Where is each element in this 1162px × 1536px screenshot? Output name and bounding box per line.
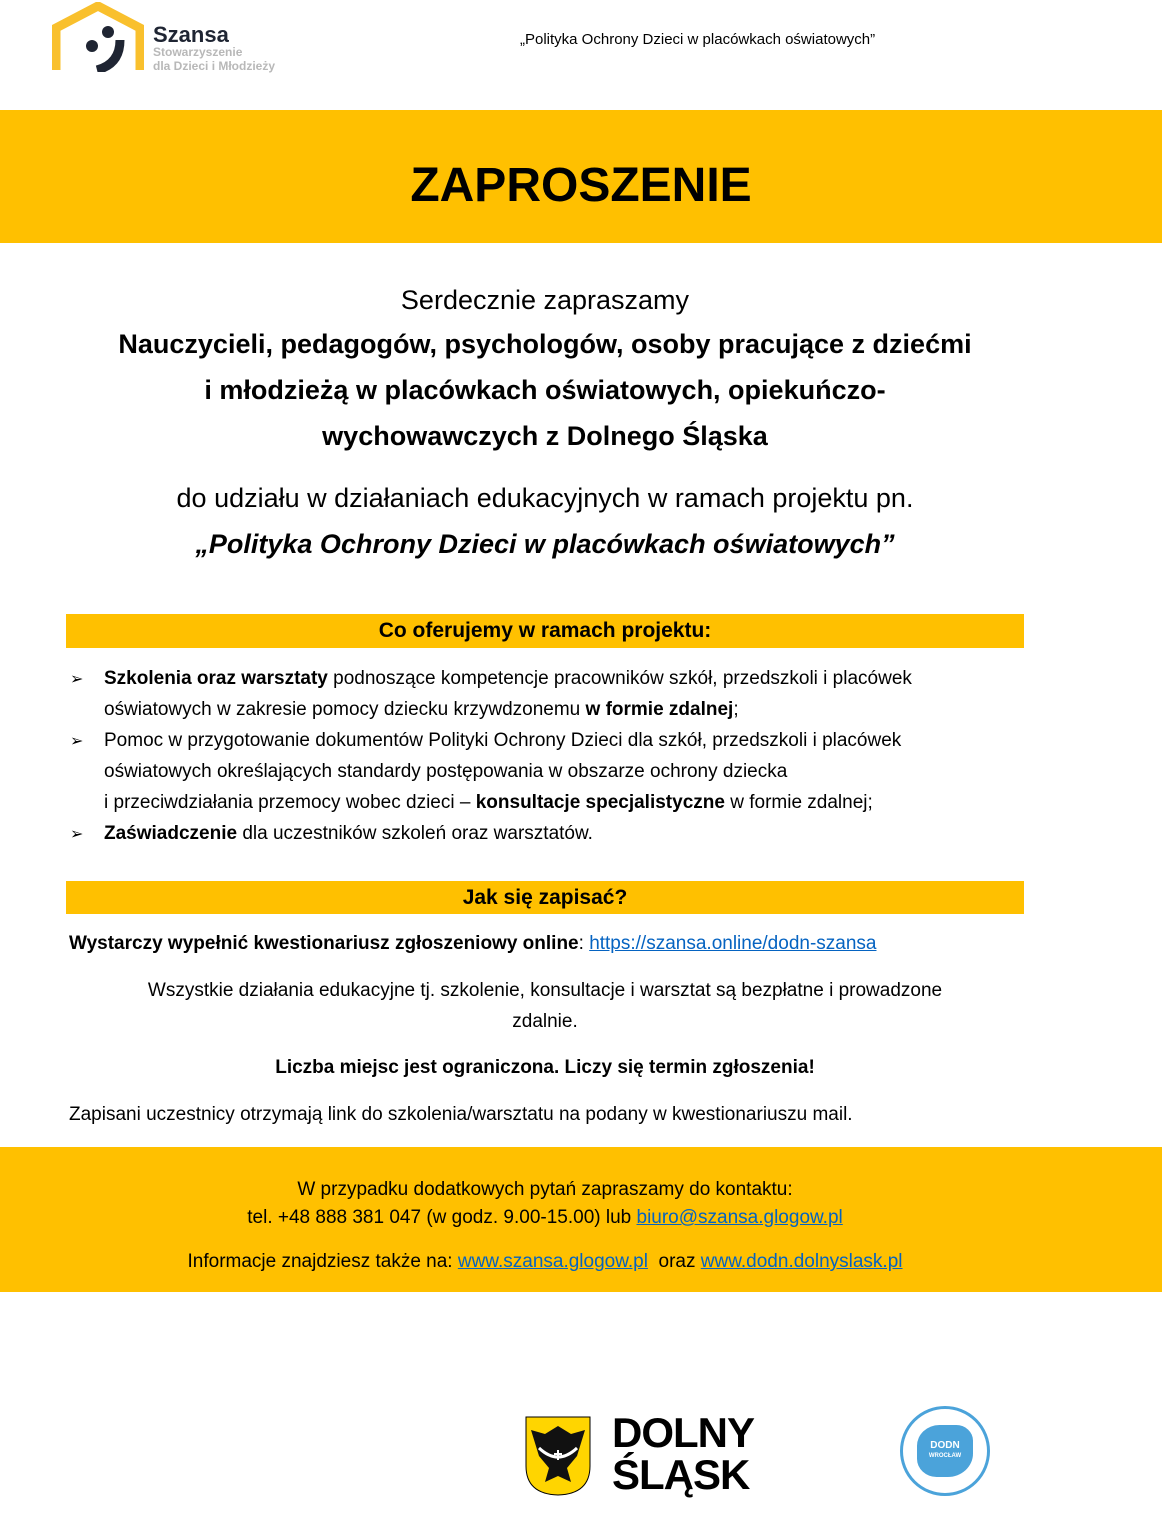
logo-sub1: Stowarzyszenie xyxy=(153,45,243,59)
bullet-arrow-icon: ➢ xyxy=(70,826,84,843)
szansa-logo-icon xyxy=(52,2,144,72)
dolny-slask-wordmark xyxy=(612,1409,754,1498)
contact-text: oraz xyxy=(647,1251,701,1272)
signup-text: Wystarczy wypełnić kwestionariusz zgłoszeniowy online xyxy=(69,933,579,954)
colon: : xyxy=(578,933,590,954)
limited-places-notice: Liczba miejsc jest ograniczona. Liczy się termin zgłoszenia! xyxy=(275,1057,815,1078)
contact-line xyxy=(0,1207,1090,1229)
dodn-city: WROCŁAW xyxy=(928,1453,962,1459)
offer-text: oświatowych określających standardy postępowania w obszarze ochrony dziecka xyxy=(104,761,788,782)
offer-text: Pomoc w przygotowanie dokumentów Polityki Ochrony Dzieci dla szkół, przedszkoli i placówek xyxy=(104,730,902,751)
contact-text: tel. +48 888 381 047 (w godz. 9.00-15.00) lub xyxy=(247,1207,637,1228)
contact-text: Informacje znajdziesz także na: xyxy=(187,1251,458,1272)
page-title: ZAPROSZENIE xyxy=(410,159,752,212)
offer-bold: Szkolenia oraz warsztaty xyxy=(104,668,328,689)
dodn-site-link[interactable]: www.dodn.dolnyslask.pl xyxy=(700,1251,903,1272)
contact-text: W przypadku dodatkowych pytań zapraszamy do kontaktu: xyxy=(297,1179,793,1200)
intro-line: i młodzieżą w placówkach oświatowych, opiekuńczo- xyxy=(204,375,886,405)
offer-heading: Co oferujemy w ramach projektu: xyxy=(66,614,1024,648)
offer-text: i przeciwdziałania przemocy wobec dzieci – xyxy=(104,792,476,813)
offer-text: podnoszące kompetencje pracowników szkół, przedszkoli i placówek xyxy=(327,668,912,689)
running-title: „Polityka Ochrony Dzieci w placówkach oświatowych” xyxy=(520,31,876,48)
dodn-logo-icon xyxy=(900,1406,990,1496)
dodn-text: DODN xyxy=(930,1440,960,1451)
szansa-site-link[interactable]: www.szansa.glogow.pl xyxy=(457,1251,648,1272)
intro-line: Serdecznie zapraszamy xyxy=(400,285,690,315)
offer-text: dla uczestników szkoleń oraz warsztatów. xyxy=(237,823,593,844)
ds-line1: DOLNY xyxy=(612,1409,754,1456)
dolny-slask-coat-of-arms-icon xyxy=(525,1416,591,1496)
logo-subtitle xyxy=(153,45,275,73)
bullet-arrow-icon: ➢ xyxy=(70,733,84,750)
intro-line: Nauczycieli, pedagogów, psychologów, osoby pracujące z dziećmi xyxy=(118,329,972,359)
offer-text: oświatowych w zakresie pomocy dziecku krzywdzonemu xyxy=(104,699,586,720)
signup-heading: Jak się zapisać? xyxy=(66,881,1024,914)
email-link[interactable]: biuro@szansa.glogow.pl xyxy=(636,1207,843,1228)
intro-line: do udziału w działaniach edukacyjnych w ramach projektu pn. xyxy=(176,483,914,513)
signup-text: Zapisani uczestnicy otrzymają link do szkolenia/warsztatu na podany w kwestionariuszu mail. xyxy=(69,1104,853,1125)
signup-text: zdalnie. xyxy=(512,1011,578,1032)
offer-bold: konsultacje specjalistyczne xyxy=(475,792,725,813)
project-name: „Polityka Ochrony Dzieci w placówkach oświatowych” xyxy=(195,529,895,559)
bullet-arrow-icon: ➢ xyxy=(70,671,84,688)
offer-text: ; xyxy=(733,699,739,720)
offer-text: w formie zdalnej; xyxy=(724,792,873,813)
ds-line2: ŚLĄSK xyxy=(612,1451,750,1498)
offer-bold: Zaświadczenie xyxy=(104,823,238,844)
logo-name: Szansa xyxy=(153,22,229,47)
logo-sub2: dla Dzieci i Młodzieży xyxy=(153,59,276,73)
signup-link[interactable]: https://szansa.online/dodn-szansa xyxy=(589,933,877,954)
intro-line: wychowawczych z Dolnego Śląska xyxy=(322,421,768,451)
offer-bold: w formie zdalnej xyxy=(585,699,734,720)
signup-text: Wszystkie działania edukacyjne tj. szkolenie, konsultacje i warsztat są bezpłatne i prowadzone xyxy=(147,980,943,1001)
contact-line xyxy=(0,1251,1090,1273)
